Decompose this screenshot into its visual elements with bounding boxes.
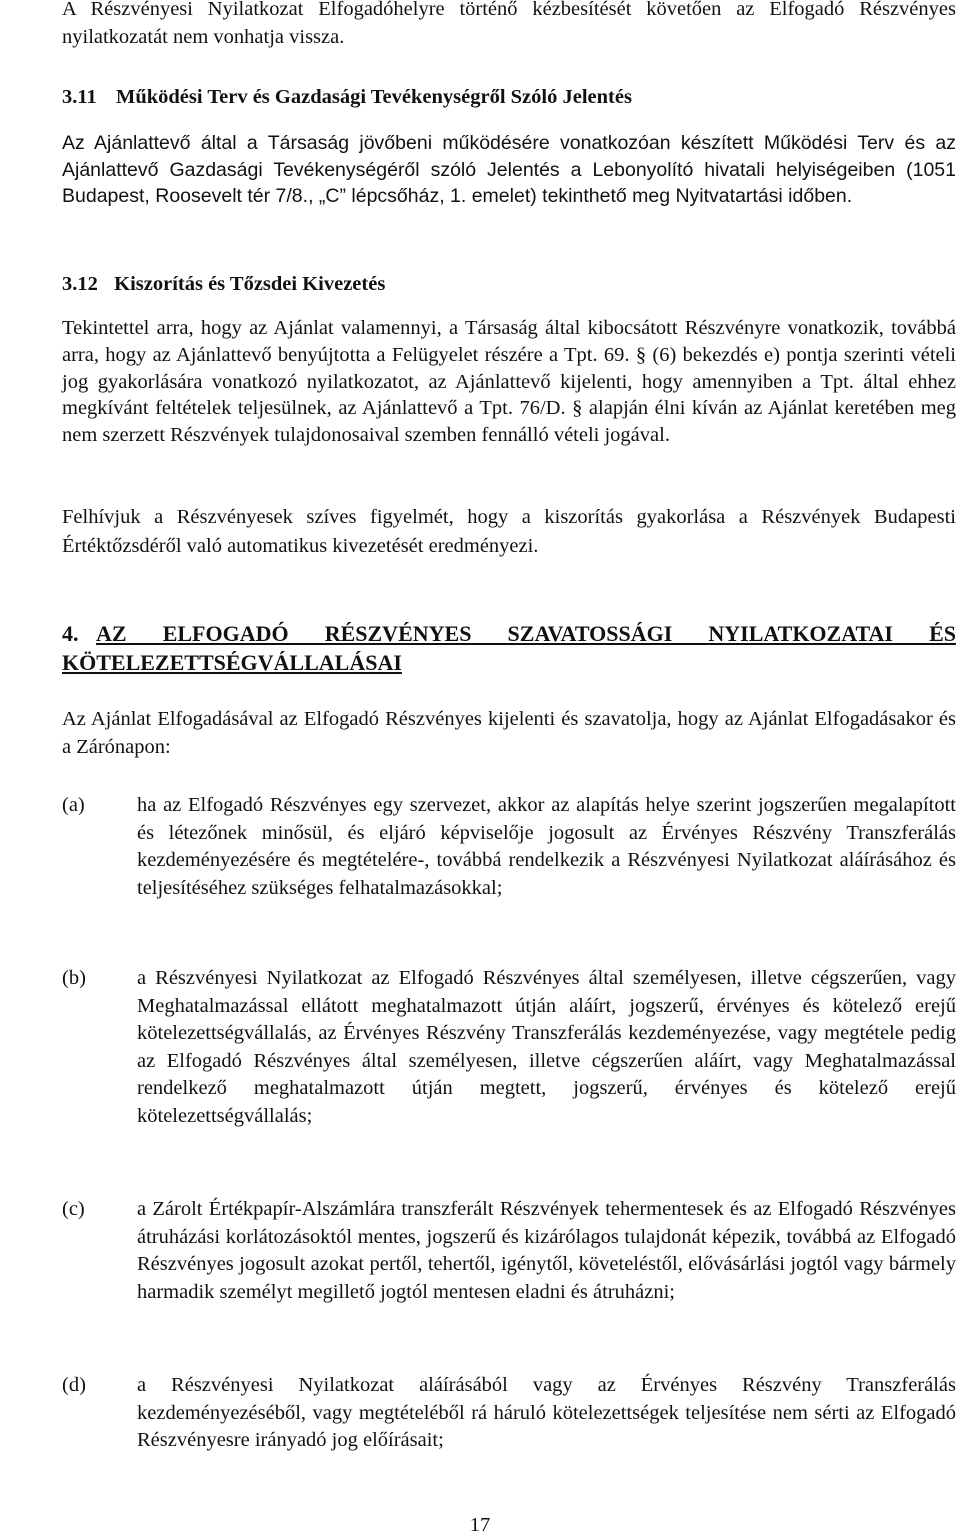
list-item-label: (b) [62,967,86,989]
section-3-11-body: Az Ajánlattevő által a Társaság jövőbeni működésére vonatkozóan készített Működési Terv és az Ajánlattevő Gazdasági Tevékenységéről szóló Jelentés a Lebonyolító hivatali helyiségeiben (1051 Budapest, Roosevelt tér 7/8., „C” lépcsőház, 1. emelet) tekinthető meg Nyitvatartási időben. [62,132,956,207]
list-item-text: ha az Elfogadó Részvényes egy szervezet, akkor az alapítás helye szerint jogszerűen megalapított és létezőnek minősül, és eljáró képviselője jogosult az Érvényes Részvény Transzferálás kezdeményezésére és megtételére-, továbbá rendelkezik a Részvényesi Nyilatkozat aláírásához és teljesítéséhez szükséges felhatalmazásokkal; [137,794,956,899]
list-item [62,965,956,1130]
section-4-title-line1: AZ ELFOGADÓ RÉSZVÉNYES SZAVATOSSÁGI NYILATKOZATAI ÉS [96,621,956,646]
section-3-12-heading [62,271,942,299]
section-3-11-number: 3.11 [62,86,97,108]
list-item-text: a Részvényesi Nyilatkozat az Elfogadó Részvényes által személyesen, illetve cégszerűen, vagy Meghatalmazással ellátott meghatalmazott útján aláírt, jogszerű, érvényes és kötelező erejű kötelezettségvállalás, az Érvényes Részvény Transzferálás kezdeményezése, vagy megtétele pedig az Elfogadó Részvényes által személyesen, illetve cégszerűen aláírt, vagy Meghatalmazással rendelkező meghatalmazott útján megtett, jogszerű, érvényes és kötelező erejű kötelezettségvállalás; [137,967,956,1127]
list-item-label: (c) [62,1198,85,1220]
list-item-text: a Részvényesi Nyilatkozat aláírásából vagy az Érvényes Részvény Transzferálás kezdeményezéséből, vagy megtételéből rá háruló kötelezettségek teljesítése nem sérti az Elfogadó Részvényesre irányadó jog előírásait; [137,1374,956,1451]
section-4-intro: Az Ajánlat Elfogadásával az Elfogadó Részvényes kijelenti és szavatolja, hogy az Ajánlat Elfogadásakor és a Zárónapon: [62,708,956,758]
top-paragraph: A Részvényesi Nyilatkozat Elfogadóhelyre történő kézbesítését követően az Elfogadó Részvényes nyilatkozatát nem vonhatja vissza. [62,0,956,48]
list-item-label: (a) [62,794,85,816]
list-item-label: (d) [62,1374,86,1396]
section-4-number: 4. [62,621,79,646]
section-3-12-title: Kiszorítás és Tőzsdei Kivezetés [114,273,386,295]
list-item [62,1196,956,1306]
list-item [62,1372,956,1455]
section-3-12-body2: Felhívjuk a Részvényesek szíves figyelmét, hogy a kiszorítás gyakorlása a Részvények Budapesti Értéktőzsdéről való automatikus kivezetését eredményezi. [62,506,956,557]
page-number: 17 [469,1514,491,1536]
list-item-text: a Zárolt Értékpapír-Alszámlára transzferált Részvények tehermentesek és az Elfogadó Részvényes átruházási korlátozásoktól mentes, jogszerű és kizárólagos tulajdonát képezik, továbbá az Elfogadó Részvényes jogosult azokat pertől, tehertől, igénytől, követeléstől, elővásárlási jogtól vagy bármely harmadik személyt megillető jogtól mentesen eladni és átruházni; [137,1198,956,1303]
section-3-11-heading [62,84,942,112]
section-4-title-line2: KÖTELEZETTSÉGVÁLLALÁSAI [62,650,402,675]
section-3-11-title: Működési Terv és Gazdasági Tevékenységről Szóló Jelentés [116,86,632,108]
section-3-12-body: Tekintettel arra, hogy az Ajánlat valamennyi, a Társaság által kibocsátott Részvényre vonatkozik, továbbá arra, hogy az Ajánlattevő benyújtotta a Felügyelet részére a Tpt. 69. § (6) bekezdés e) pontja szerinti vételi jog gyakorlására vonatkozó nyilatkozatot, az Ajánlattevő kijelenti, hogy amennyiben a Tpt. által ehhez megkívánt feltételek teljesülnek, az Ajánlattevő a Tpt. 76/D. § alapján élni kíván az Ajánlat keretében meg nem szerzett Részvények tulajdonosaival szemben fennálló vételi jogával. [62,317,956,447]
section-3-12-number: 3.12 [62,273,98,295]
list-item [62,792,956,902]
